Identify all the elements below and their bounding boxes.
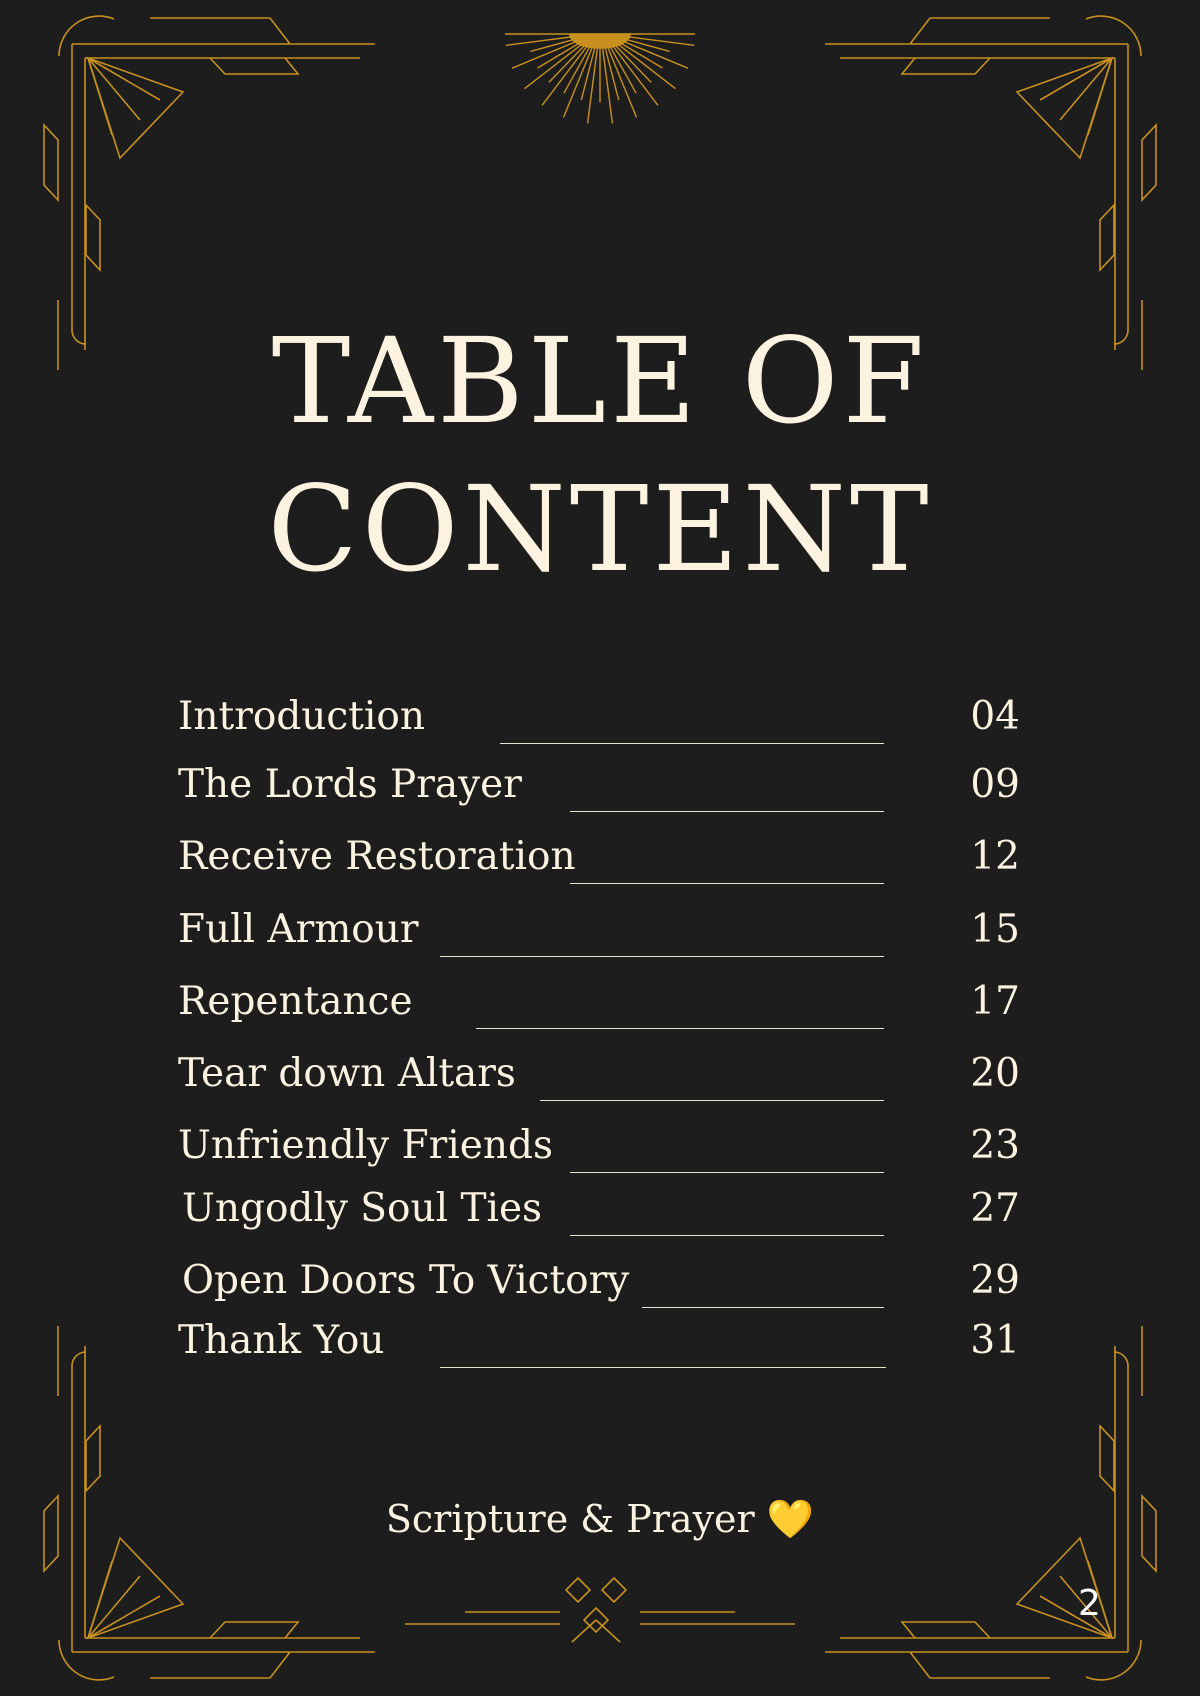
toc-entry-page: 04 xyxy=(970,694,1020,739)
toc-leader-line xyxy=(570,883,884,884)
toc-entry-label: Unfriendly Friends xyxy=(178,1123,553,1168)
toc-entry-page: 29 xyxy=(970,1258,1020,1303)
yellow-heart-icon: 💛 xyxy=(766,1497,815,1541)
toc-leader-line xyxy=(570,811,884,812)
toc-leader-line xyxy=(440,956,884,957)
toc-entry-label: Repentance xyxy=(178,979,413,1024)
toc-entry-page: 17 xyxy=(970,979,1020,1024)
toc-entry-page: 12 xyxy=(970,834,1020,879)
toc-entry-page: 15 xyxy=(970,907,1020,952)
toc-entry-label: Full Armour xyxy=(178,907,419,952)
toc-entry-the-lords-prayer[interactable] xyxy=(0,752,1200,812)
toc-entry-label: Tear down Altars xyxy=(178,1051,516,1096)
toc-entry-unfriendly-friends[interactable] xyxy=(0,1113,1200,1173)
bottom-center-ornament xyxy=(405,1578,795,1642)
toc-entry-page: 23 xyxy=(970,1123,1020,1168)
page-number: 2 xyxy=(1078,1583,1101,1624)
toc-leader-line xyxy=(570,1172,884,1173)
page-title-line-1: TABLE OF xyxy=(271,312,929,450)
toc-entry-full-armour[interactable] xyxy=(0,897,1200,957)
toc-entry-tear-down-altars[interactable] xyxy=(0,1041,1200,1101)
toc-entry-thank-you[interactable] xyxy=(0,1308,1200,1368)
toc-leader-line xyxy=(500,743,884,744)
footer-caption xyxy=(0,1497,1200,1541)
toc-leader-line xyxy=(570,1235,884,1236)
footer-text: Scripture & Prayer xyxy=(385,1497,755,1541)
toc-entry-page: 27 xyxy=(970,1186,1020,1231)
toc-entry-introduction[interactable] xyxy=(0,684,1200,744)
toc-entry-ungodly-soul-ties[interactable] xyxy=(0,1176,1200,1236)
toc-entry-label: Receive Restoration xyxy=(178,834,576,879)
toc-entry-page: 31 xyxy=(970,1318,1020,1363)
toc-entry-label: Ungodly Soul Ties xyxy=(182,1186,543,1231)
sunburst-ornament xyxy=(505,34,695,123)
toc-entry-label: Introduction xyxy=(178,694,425,739)
toc-entry-label: Open Doors To Victory xyxy=(182,1258,630,1303)
toc-entry-label: The Lords Prayer xyxy=(178,762,522,807)
toc-entry-page: 20 xyxy=(970,1051,1020,1096)
toc-entry-label: Thank You xyxy=(178,1318,385,1363)
page-title-line-2: CONTENT xyxy=(267,460,933,598)
toc-entry-page: 09 xyxy=(970,762,1020,807)
toc-entry-open-doors-to-victory[interactable] xyxy=(0,1248,1200,1308)
toc-leader-line xyxy=(540,1100,884,1101)
toc-leader-line xyxy=(476,1028,884,1029)
toc-entry-receive-restoration[interactable] xyxy=(0,824,1200,884)
toc-leader-line xyxy=(440,1367,886,1368)
toc-entry-repentance[interactable] xyxy=(0,969,1200,1029)
